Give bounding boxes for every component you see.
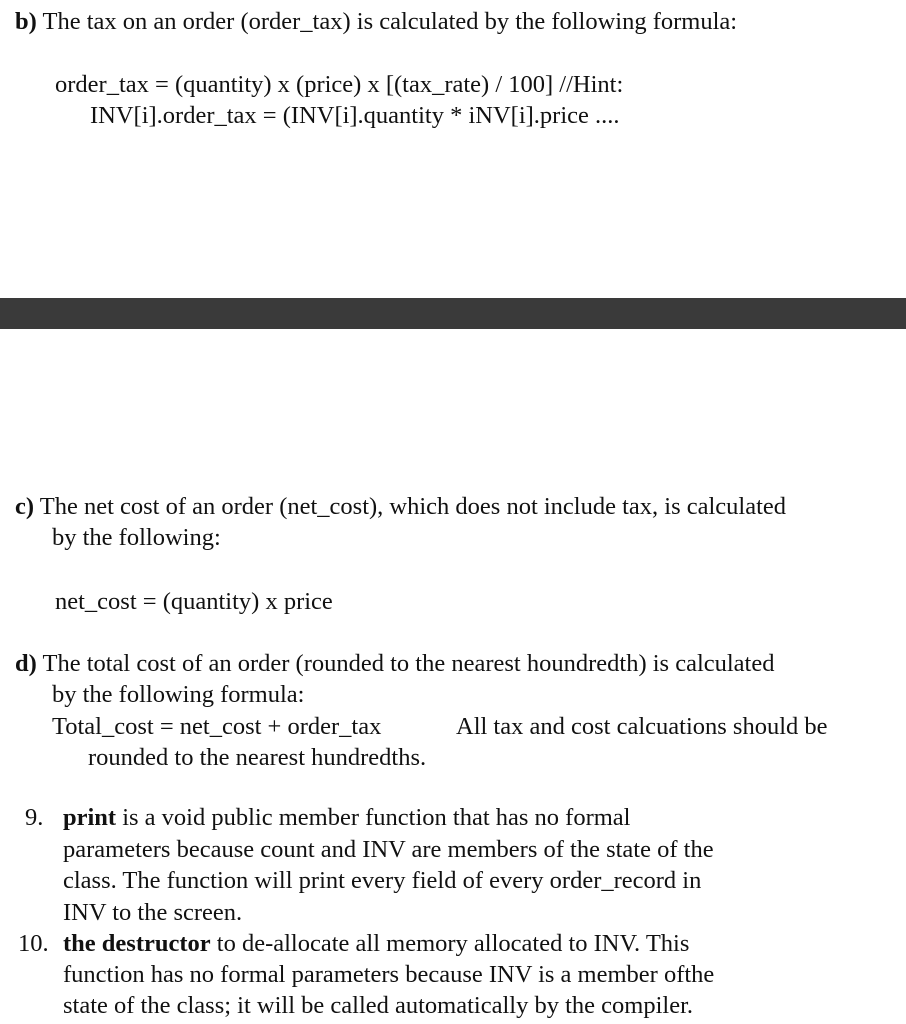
item-9-line4: INV to the screen. bbox=[63, 899, 243, 926]
section-c-intro-line1: The net cost of an order (net_cost), which does not include tax, is calculated bbox=[34, 493, 787, 520]
order-tax-formula-line1: order_tax = (quantity) x (price) x [(tax_rate) / 100] //Hint: bbox=[55, 71, 624, 98]
order-tax-formula-line2: INV[i].order_tax = (INV[i].quantity * iNV[i].price .... bbox=[90, 102, 620, 129]
section-b-label: b) bbox=[15, 8, 37, 35]
item-9-text-line1: is a void public member function that has no formal bbox=[116, 804, 631, 831]
item-9-number: 9. bbox=[25, 804, 44, 831]
section-c-heading bbox=[15, 492, 786, 522]
item-10-line3: state of the class; it will be called automatically by the compiler. bbox=[63, 992, 694, 1019]
section-c-intro-line2: by the following: bbox=[52, 524, 221, 551]
section-d-intro-line2: by the following formula: bbox=[52, 681, 305, 708]
item-10-term: the destructor bbox=[63, 930, 211, 957]
item-9-line1 bbox=[63, 803, 630, 833]
section-d-heading bbox=[15, 649, 775, 679]
page-separator-bar bbox=[0, 298, 906, 329]
section-b-heading bbox=[15, 7, 737, 37]
rounding-note-line1: All tax and cost calcuations should be bbox=[456, 713, 828, 740]
item-9-line3: class. The function will print every field of every order_record in bbox=[63, 867, 702, 894]
item-10-number: 10. bbox=[18, 930, 49, 957]
item-9-term: print bbox=[63, 804, 117, 831]
section-c-label: c) bbox=[15, 493, 35, 520]
section-b-intro: The tax on an order (order_tax) is calculated by the following formula: bbox=[36, 8, 738, 35]
item-10-line1 bbox=[63, 929, 689, 959]
item-10-text-line1: to de-allocate all memory allocated to INV. This bbox=[210, 930, 690, 957]
net-cost-formula: net_cost = (quantity) x price bbox=[55, 588, 333, 615]
item-10-line2: function has no formal parameters because INV is a member ofthe bbox=[63, 961, 715, 988]
section-d-label: d) bbox=[15, 650, 37, 677]
item-9-line2: parameters because count and INV are members of the state of the bbox=[63, 836, 714, 863]
total-cost-formula: Total_cost = net_cost + order_tax bbox=[52, 713, 382, 740]
rounding-note-line2: rounded to the nearest hundredths. bbox=[88, 744, 427, 771]
section-d-intro-line1: The total cost of an order (rounded to the nearest houndredth) is calculated bbox=[36, 650, 775, 677]
